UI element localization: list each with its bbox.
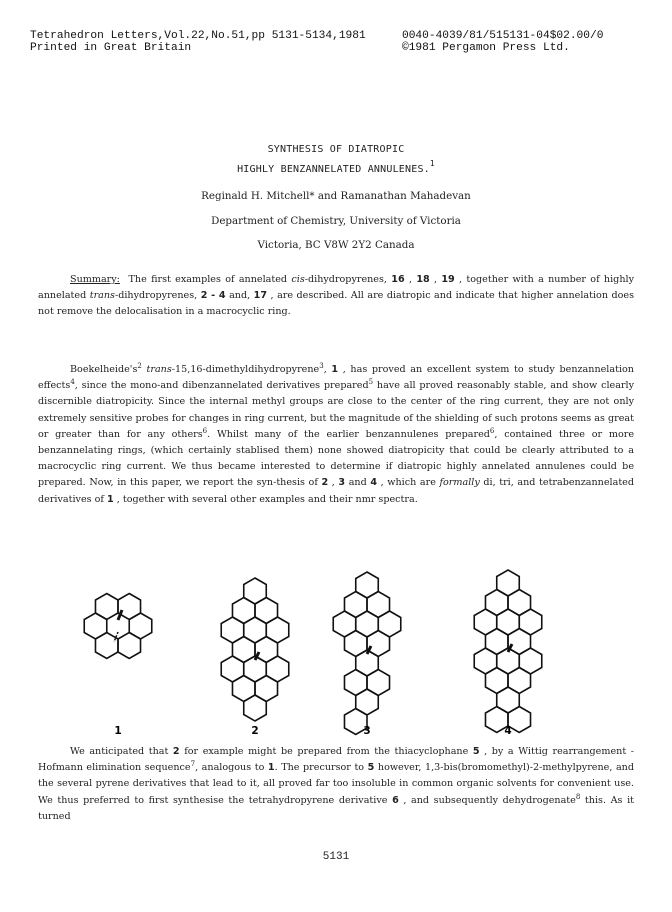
structure-label-4: 4 <box>504 725 512 737</box>
title-line-1: SYNTHESIS OF DIATROPIC <box>267 144 405 155</box>
paragraph-1: $Boekelheide's^2$ trans-15,16-dimethyldihydropyrene$^3$, 1 , has proved an excellent system to study benzannelation effects$^4$, since the mono-and dibenzannelated derivatives prepared$^5$ have all proved reasonably stable, and show clearly discernible diatropicity. Since the internal methyl groups are close to the center of the ring current, they are not only extremely sensitive probes for changes in ring current, but the magnitude of the shielding of such protons seems as great or greater than for any others$^6$. Whilst many of the earlier benzannulenes prepared$^6$, contained three or more benzannelating rings, (which certainly stablised them) none showed diatropicity that could be clearly attributed to a macrocyclic ring current. We thus became interested to determine if diatropic highly annelated annulenes could be prepared. Now, in this paper, we report the syn-thesis of 2 , 3 and 4 , which are formally di, tri, and tetrabenzannelated derivatives of 1 , together with several other examples and their nmr spectra. <box>38 361 634 505</box>
issn-line: 0040-4039/81/515131-04$02.00/0 <box>402 30 604 42</box>
copyright-line: ©1981 Pergamon Press Ltd. <box>402 42 570 54</box>
title-footnote-mark: 1 <box>429 159 435 168</box>
title-line-2: HIGHLY BENZANNELATED ANNULENES.$^1$ <box>237 159 435 175</box>
structure-1 <box>84 594 152 659</box>
department: Department of Chemistry, University of Victoria <box>211 215 461 227</box>
paragraph-2: We anticipated that 2 for example might be prepared from the thiacyclophane 5 , by a Wittig rearrangement - Hofmann elimination sequence$^7$, analogous to 1. The precursor to 5 however, 1,3-bis(bromomethyl)-2-methylpyrene, and the several pyrene derivatives that lead to it, all proved far too insoluble in common organic solvents for convenient use. We thus preferred to first synthesise the tetrahydropyrene derivative 6 , and subsequently dehydrogenate$^8$ this. As it turned <box>38 746 634 822</box>
structure-3 <box>333 572 401 735</box>
address: Victoria, BC V8W 2Y2 Canada <box>257 239 415 251</box>
structure-4 <box>474 570 542 733</box>
structure-label-1: 1 <box>114 725 122 737</box>
structures-figure <box>60 566 620 738</box>
structure-2 <box>221 578 289 721</box>
journal-citation: Tetrahedron Letters,Vol.22,No.51,pp 5131-5134,1981 <box>30 30 366 42</box>
structure-label-3: 3 <box>363 725 371 737</box>
printed-line: Printed in Great Britain <box>30 42 192 54</box>
page-number: 5131 <box>322 851 350 863</box>
structure-label-2: 2 <box>251 725 259 737</box>
summary: Summary: The first examples of annelated cis-dihydropyrenes, 16 , 18 , 19 , together with a number of highly annelated trans-dihydropyrenes, 2 - 4 and, 17 , are described. All are diatropic and indicate that higher annelation does not remove the delocalisation in a macrocyclic ring. <box>38 274 634 318</box>
authors: Reginald H. Mitchell* and Ramanathan Mahadevan <box>201 190 471 202</box>
summary-label: Summary: <box>70 274 120 285</box>
